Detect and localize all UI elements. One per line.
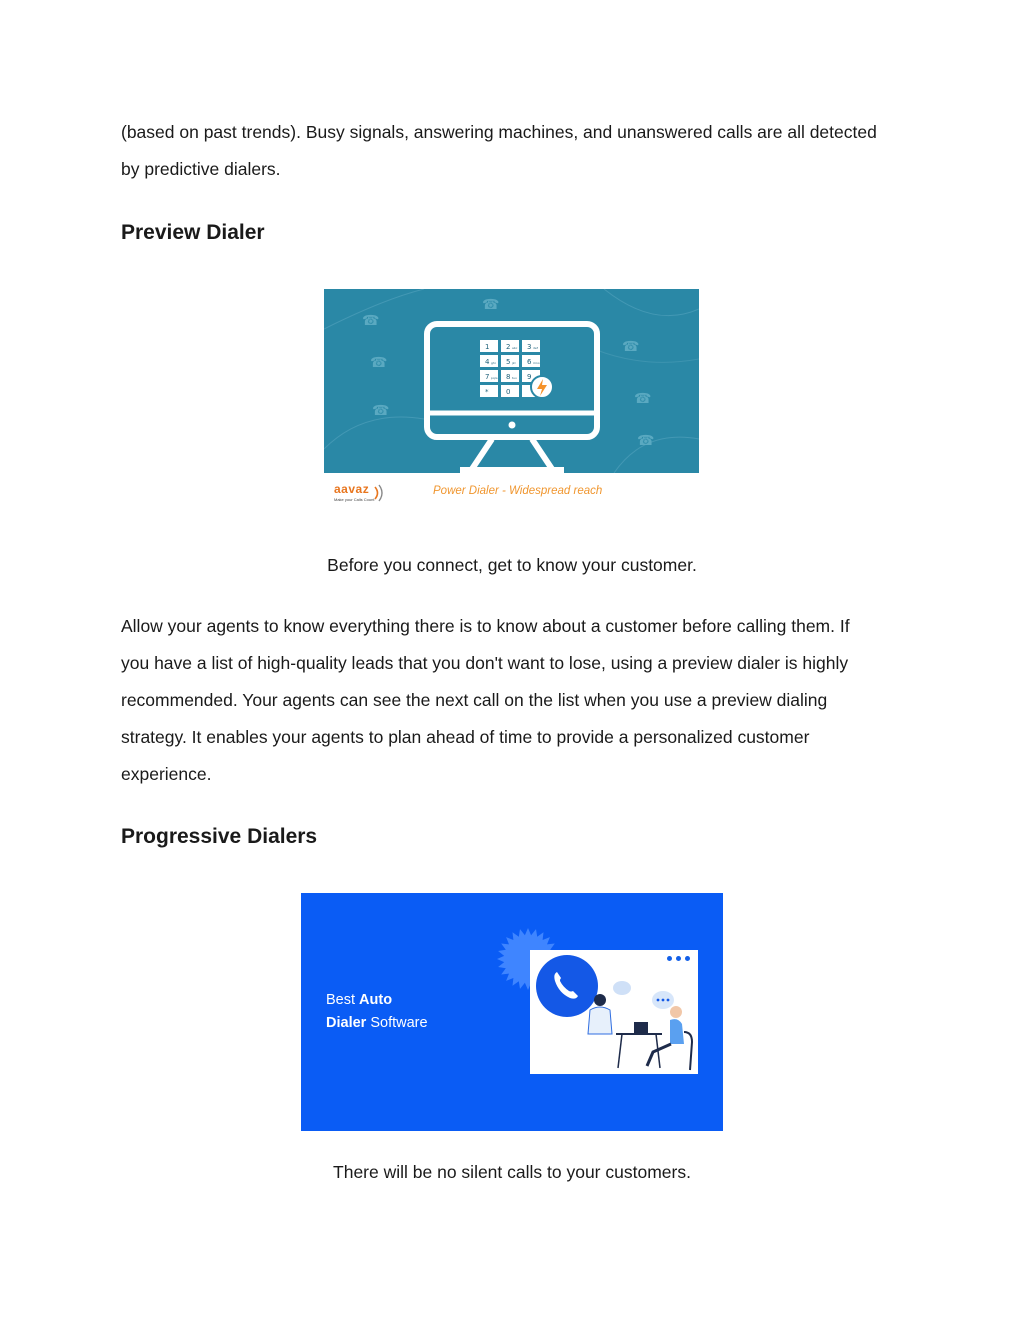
preview-dialer-image (324, 289, 699, 515)
keypad-key-label: 2 (506, 343, 511, 351)
keypad-key-letters: jkl (512, 361, 516, 365)
person-head (670, 1006, 682, 1018)
intro-line-1: (based on past trends). Busy signals, answering machines, and unanswered calls are all detected (121, 122, 877, 142)
svg-text:☎: ☎ (634, 391, 652, 407)
person-body (670, 1019, 684, 1044)
preview-body-line-2: you have a list of high-quality leads that you don't want to lose, using a preview dialer is highly (121, 653, 849, 673)
keypad-key-letters: abc (512, 346, 518, 350)
person-body (588, 1007, 612, 1034)
svg-text:☎: ☎ (362, 313, 380, 329)
svg-text:☎: ☎ (637, 433, 655, 449)
preview-body-line-3: recommended. Your agents can see the next call on the list when you use a preview dialing (121, 690, 828, 710)
aavaz-logo: aavaz (334, 482, 370, 496)
svg-text:☎: ☎ (622, 339, 640, 355)
auto-dialer-title-line-2: Dialer Software (326, 1015, 428, 1031)
keypad-key-label: 1 (485, 343, 490, 351)
keypad-key-label: 3 (527, 343, 532, 351)
signal-waves-icon (372, 484, 386, 502)
power-dialer-tagline: Power Dialer - Widespread reach (433, 485, 603, 497)
laptop-icon (634, 1022, 648, 1033)
svg-text:☎: ☎ (372, 403, 390, 419)
keypad-key-label: * (485, 388, 489, 396)
keypad-key-label: 5 (506, 358, 511, 366)
auto-dialer-title-line-1: Best Auto (326, 992, 393, 1008)
monitor-illustration (324, 289, 699, 473)
preview-dialer-heading: Preview Dialer (121, 221, 265, 244)
preview-body-line-1: Allow your agents to know everything there is to know about a customer before calling them. If (121, 616, 850, 636)
keypad-key-label: 8 (506, 373, 511, 381)
svg-text:☎: ☎ (370, 355, 388, 371)
preview-body-line-5: experience. (121, 764, 212, 784)
progressive-dialer-caption: There will be no silent calls to your customers. (333, 1162, 691, 1182)
keypad-key-letters: tuv (512, 376, 517, 380)
speech-bubble-icon (613, 981, 631, 995)
auto-dialer-image (301, 893, 723, 1131)
preview-dialer-caption: Before you connect, get to know your customer. (327, 555, 697, 575)
intro-line-2: by predictive dialers. (121, 159, 281, 179)
keypad-key-letters: pqrs (491, 376, 498, 380)
keypad-key-label: 7 (485, 373, 490, 381)
person-head (594, 994, 606, 1006)
keypad-key-label: 0 (506, 388, 511, 396)
preview-dialer-banner (324, 289, 699, 473)
preview-body-line-4: strategy. It enables your agents to plan ahead of time to provide a personalized customer (121, 727, 810, 747)
aavaz-logo-subtext: Make your Calls Count (334, 497, 375, 502)
preview-dialer-footer (324, 473, 699, 515)
keypad-key-label: 6 (527, 358, 532, 366)
svg-text:☎: ☎ (482, 297, 500, 313)
keypad-key-letters: mno (533, 361, 540, 365)
keypad-key-label: 4 (485, 358, 490, 366)
keypad-key-letters: ghi (491, 361, 496, 365)
keypad-key-letters: def (533, 346, 538, 350)
progressive-dialers-heading: Progressive Dialers (121, 825, 318, 848)
chair (684, 1032, 692, 1070)
phone-circle (536, 955, 598, 1017)
keypad-key-label: 9 (527, 373, 532, 381)
keypad-key (480, 385, 498, 397)
agents-illustration (530, 950, 698, 1074)
